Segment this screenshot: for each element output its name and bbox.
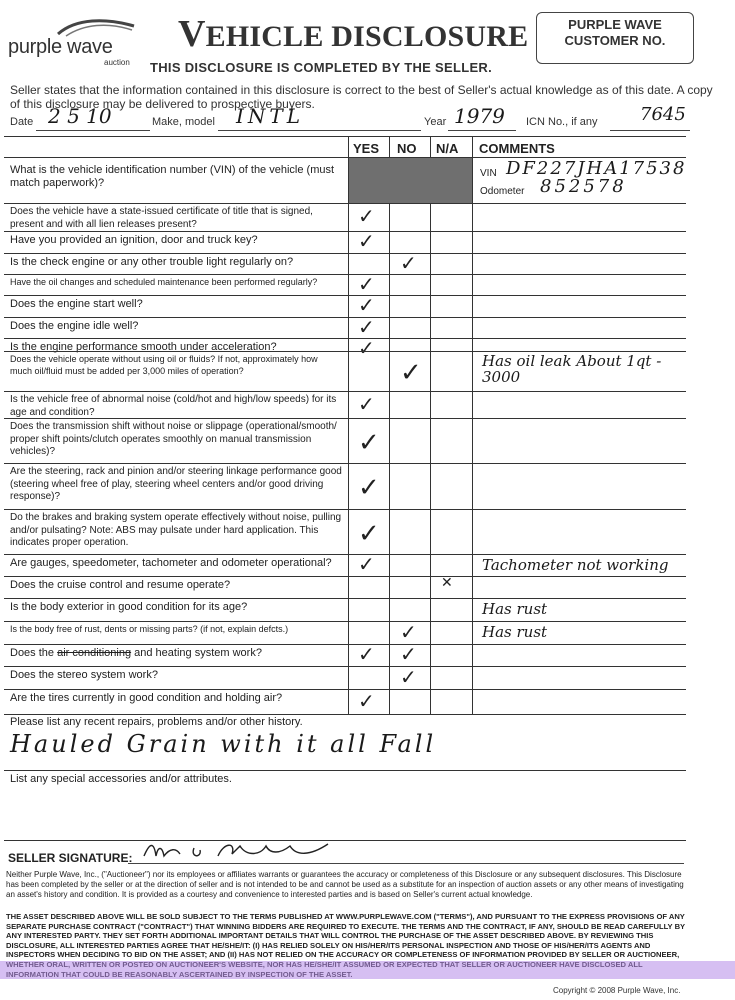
struck-text: air conditioning bbox=[57, 647, 132, 659]
yes-check-mark[interactable]: ✓ bbox=[358, 552, 375, 576]
copyright-text: Copyright © 2008 Purple Wave, Inc. bbox=[553, 986, 681, 995]
question-text: Is the body free of rust, dents or missing parts? (if not, explain defcts.) bbox=[10, 624, 289, 634]
wave-icon bbox=[56, 16, 136, 38]
purple-wave-logo bbox=[8, 18, 158, 68]
question-text: Have the oil changes and scheduled maintenance been performed regularly? bbox=[10, 277, 318, 287]
customer-number-box[interactable] bbox=[536, 12, 694, 64]
comment-text[interactable]: Has rust bbox=[482, 623, 548, 641]
date-value[interactable]: 2 5 10 bbox=[48, 104, 112, 128]
make-underline bbox=[218, 130, 421, 131]
yes-check-mark[interactable]: ✓ bbox=[358, 204, 375, 228]
vin-question: What is the vehicle identification number (VIN) of the vehicle (must match paperwork)? bbox=[10, 164, 335, 189]
purple-highlight-band bbox=[0, 961, 735, 979]
na-column-line bbox=[430, 136, 431, 714]
make-label: Make, model bbox=[152, 116, 215, 128]
question-text: Are the steering, rack and pinion and/or steering linkage performance good (steering wheel free of play, steering wheel centers and/or good driving response)? bbox=[10, 466, 342, 502]
question-text: Are the tires currently in good condition and holding air? bbox=[10, 692, 283, 704]
vin-label: VIN bbox=[480, 168, 497, 179]
seller-statement: Seller states that the information contained in this disclosure is correct to the best of Seller's actual knowledge as of this date. A copy of this disclosure may be delivered to prospective buyers. bbox=[10, 83, 713, 111]
yes-check-mark[interactable]: ✓ bbox=[358, 642, 375, 666]
yes-check-mark[interactable]: ✓ bbox=[358, 391, 375, 416]
no-check-mark[interactable]: ✓ bbox=[400, 619, 417, 644]
year-value[interactable]: 1979 bbox=[454, 104, 505, 128]
yes-check-mark[interactable]: ✓ bbox=[358, 315, 375, 339]
na-header: N/A bbox=[436, 141, 459, 156]
question-text: Does the engine start well? bbox=[10, 298, 143, 310]
logo-subtext: auction bbox=[104, 58, 130, 67]
yes-header: YES bbox=[353, 141, 380, 156]
yes-column-line bbox=[348, 136, 349, 714]
page-title: VEHICLE DISCLOSURE bbox=[178, 13, 529, 55]
page-subtitle: THIS DISCLOSURE IS COMPLETED BY THE SELLER. bbox=[150, 60, 493, 75]
comment-text[interactable]: Has oil leak About 1qt - 3000 bbox=[482, 352, 662, 386]
question-text: Do the brakes and braking system operate effectively without noise, pulling and/or pulsating? Note: ABS may pulsate under hard application. This indicates proper operation. bbox=[10, 512, 342, 548]
no-check-mark[interactable]: ✓ bbox=[400, 642, 417, 666]
no-header: NO bbox=[397, 141, 417, 156]
icn-label: ICN No., if any bbox=[526, 116, 598, 128]
accessories-label: List any special accessories and/or attributes. bbox=[10, 773, 232, 785]
year-underline bbox=[448, 130, 516, 131]
question-text: Is the body exterior in good condition for its age? bbox=[10, 601, 248, 613]
question-text: Does the air conditioning and heating system work? bbox=[10, 647, 262, 659]
no-check-mark[interactable]: ✓ bbox=[400, 664, 417, 689]
icn-value[interactable]: 7645 bbox=[640, 104, 686, 125]
question-text: Does the stereo system work? bbox=[10, 669, 158, 681]
vin-value[interactable]: DF227JHA17538 bbox=[506, 158, 687, 179]
terms-text: THE ASSET DESCRIBED ABOVE WILL BE SOLD SUBJECT TO THE TERMS PUBLISHED AT WWW.PURPLEWAVE.COM ("TERMS"), AND PURSUANT TO THE EXPRESS PROVISIONS OF ANY SEPARATE PURCHASE CONTRACT ("CONTRACT") THAT WINNING BIDDERS ARE REQUIRED TO EXECUTE. THE TERMS AND THE CONTRACT, IF ANY, SHOULD BE READ CAREFULLY BY ANY INTERESTED PARTY. THEY SET FORTH ADDITIONAL IMPORTANT DETAILS THAT WILL CONTROL THE PURCHASE OF THE ASSET DESCRIBED ABOVE. BY REVIEWING THIS DISCLOSURE, ALL INTERESTED PARTIES AGREE THAT HE/SHE/IT: (I) HAS RELIED SOLELY ON HIS/HER/ITS PERSONAL INSPECTION AND THOSE OF HIS/HER/ITS AGENTS AND INSPECTORS WHEN DECIDING TO BID ON THE ASSET; AND (II) HAS NOT RELIED ON THE ACCURACY OR COMPLETENESS OF INFORMATION PROVIDED BY SELLER OR AUCTIONEER, bbox=[6, 912, 685, 960]
date-label: Date bbox=[10, 116, 34, 128]
comment-text[interactable]: Has rust bbox=[482, 600, 548, 618]
question-text: Is the engine performance smooth under acceleration? bbox=[10, 341, 277, 353]
yes-check-mark[interactable]: ✓ bbox=[358, 518, 380, 549]
question-text: Does the cruise control and resume operate? bbox=[10, 579, 231, 591]
comment-text[interactable]: Tachometer not working bbox=[482, 556, 669, 574]
date-underline bbox=[36, 130, 150, 131]
question-text: Does the vehicle have a state-issued certificate of title that is signed, present and with all lien releases present? bbox=[10, 206, 313, 230]
year-label: Year bbox=[424, 116, 447, 128]
comments-header: COMMENTS bbox=[479, 141, 555, 156]
no-check-mark[interactable]: ✓ bbox=[400, 358, 422, 388]
seller-signature-label: SELLER SIGNATURE: bbox=[8, 851, 133, 865]
yes-check-mark[interactable]: ✓ bbox=[358, 272, 375, 296]
odometer-label: Odometer bbox=[480, 186, 525, 197]
logo-text: purple wave bbox=[8, 36, 113, 58]
question-text: Does the engine idle well? bbox=[10, 320, 139, 332]
yes-check-mark[interactable]: ✓ bbox=[358, 229, 375, 253]
question-text: Does the transmission shift without noise or slippage (operational/smooth/ proper shift points/clutch operates smoothly on manual transmission vehicles)? bbox=[10, 421, 337, 457]
question-text: Is the check engine or any other trouble light regularly on? bbox=[10, 256, 294, 268]
question-text: Does the vehicle operate without using oil or fluids? If not, approximately how much oil/fluid must be added per 3,000 miles of operation? bbox=[10, 354, 318, 376]
yes-check-mark[interactable]: ✓ bbox=[358, 336, 375, 360]
customer-number-label: PURPLE WAVE CUSTOMER NO. bbox=[564, 17, 666, 48]
make-value[interactable]: INTL bbox=[236, 104, 305, 128]
question-text: Is the vehicle free of abnormal noise (cold/hot and high/low speeds) for its age and condition? bbox=[10, 394, 337, 418]
repairs-value[interactable]: Hauled Grain with it all Fall bbox=[10, 730, 437, 758]
yes-check-mark[interactable]: ✓ bbox=[358, 473, 380, 503]
comments-column-line bbox=[472, 136, 473, 714]
seller-signature[interactable] bbox=[140, 838, 340, 864]
yes-check-mark[interactable]: ✓ bbox=[358, 427, 380, 458]
repairs-label: Please list any recent repairs, problems and/or other history. bbox=[10, 716, 303, 728]
icn-underline bbox=[610, 130, 690, 131]
question-text: Have you provided an ignition, door and truck key? bbox=[10, 234, 258, 246]
question-text: Are gauges, speedometer, tachometer and odometer operational? bbox=[10, 557, 332, 569]
no-check-mark[interactable]: ✓ bbox=[400, 251, 417, 275]
odometer-value[interactable]: 852578 bbox=[540, 176, 627, 197]
no-column-line bbox=[389, 136, 390, 714]
yes-check-mark[interactable]: ✓ bbox=[358, 688, 375, 713]
disclaimer-text: Neither Purple Wave, Inc., ("Auctioneer") nor its employees or affiliates warrants or guarantees the accuracy or completeness of this Disclosure or any subsequent disclosures. This Disclosure has been completed by the seller or at the direction of seller and is not intended to be and cannot be used as a substitute for an inspection of auction assets or any other means of investigating an asset's history and condition. It is provided as a courtesy and convenience to interested parties and is based on Seller's current actual knowledge. bbox=[6, 870, 684, 899]
yes-check-mark[interactable]: ✓ bbox=[358, 293, 375, 317]
vin-shaded-cell bbox=[349, 158, 472, 203]
na-cross-mark[interactable]: ✕ bbox=[441, 575, 453, 591]
